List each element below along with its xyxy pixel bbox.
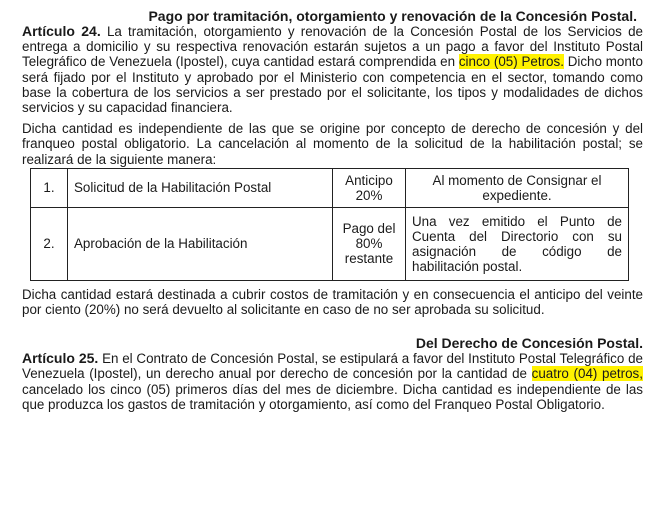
table-cell-when: Al momento de Consignar el expediente. — [406, 168, 629, 207]
section-heading-concesion: Pago por tramitación, otorgamiento y renovación de la Concesión Postal. — [148, 8, 637, 24]
table-cell-amount: Pago del 80% restante — [333, 207, 406, 280]
article-24-text-after: Dicho monto será fijado por el Instituto y aprobado por el Ministerio con competencia en el sector, tomando como base la cobertura de los servicios a ser prestado por el solicitante, los tipos y modalidades de dichos servicios y su capacidad financiera. — [22, 54, 643, 116]
article-24-label: Artículo 24. — [22, 23, 101, 39]
article-24-text-before: La tramitación, otorgamiento y renovación de la Concesión Postal de los Servicios de entrega a domicilio y su respectiva renovación estarán sujetos a un pago a favor del Instituto Postal Telegráfico de Venezuela (Ipostel), cuya cantidad estará comprendida en — [22, 24, 643, 70]
table-cell-num: 2. — [31, 207, 68, 280]
article-25-paragraph — [22, 351, 643, 412]
article-25-text-before: En el Contrato de Concesión Postal, se estipulará a favor del Instituto Postal Telegráfico de Venezuela (Ipostel), un derecho anual por derecho de concesión por la cantidad de — [22, 351, 643, 382]
table-cell-desc: Solicitud de la Habilitación Postal — [68, 168, 333, 207]
paragraph-cantidad: Dicha cantidad es independiente de las que se origine por concepto de derecho de concesión y del franqueo postal obligatorio. La cancelación al momento de la solicitud de la habilitación postal; se realizará de la siguiente manera: — [22, 121, 643, 167]
table-cell-num: 1. — [31, 168, 68, 207]
section-heading-derecho: Del Derecho de Concesión Postal. — [415, 335, 643, 352]
table-cell-amount: Anticipo 20% — [333, 168, 406, 207]
article-25-label: Artículo 25. — [22, 350, 99, 367]
article-24-paragraph — [22, 24, 643, 115]
paragraph-destino: Dicha cantidad estará destinada a cubrir costos de tramitación y en consecuencia el anticipo del veinte por ciento (20%) no será devuelto al solicitante en caso de no ser aprobada su solicitud. — [22, 286, 643, 318]
article-25-text-after: cancelado los cinco (05) primeros días del mes de diciembre. Dicha cantidad es independiente de las que produzca los gastos de tramitación y otorgamiento, así como del Franqueo Postal Obligatorio. — [22, 381, 643, 412]
table-row — [31, 207, 629, 280]
table-cell-when: Una vez emitido el Punto de Cuenta del Directorio con su asignación de código de habilitación postal. — [406, 207, 629, 280]
highlight-cinco-petros: cinco (05) Petros. — [458, 54, 564, 70]
table-row — [31, 168, 629, 207]
table-cell-desc: Aprobación de la Habilitación — [68, 207, 333, 280]
payment-table — [30, 168, 629, 281]
highlight-cuatro-petros: cuatro (04) petros, — [531, 366, 643, 382]
